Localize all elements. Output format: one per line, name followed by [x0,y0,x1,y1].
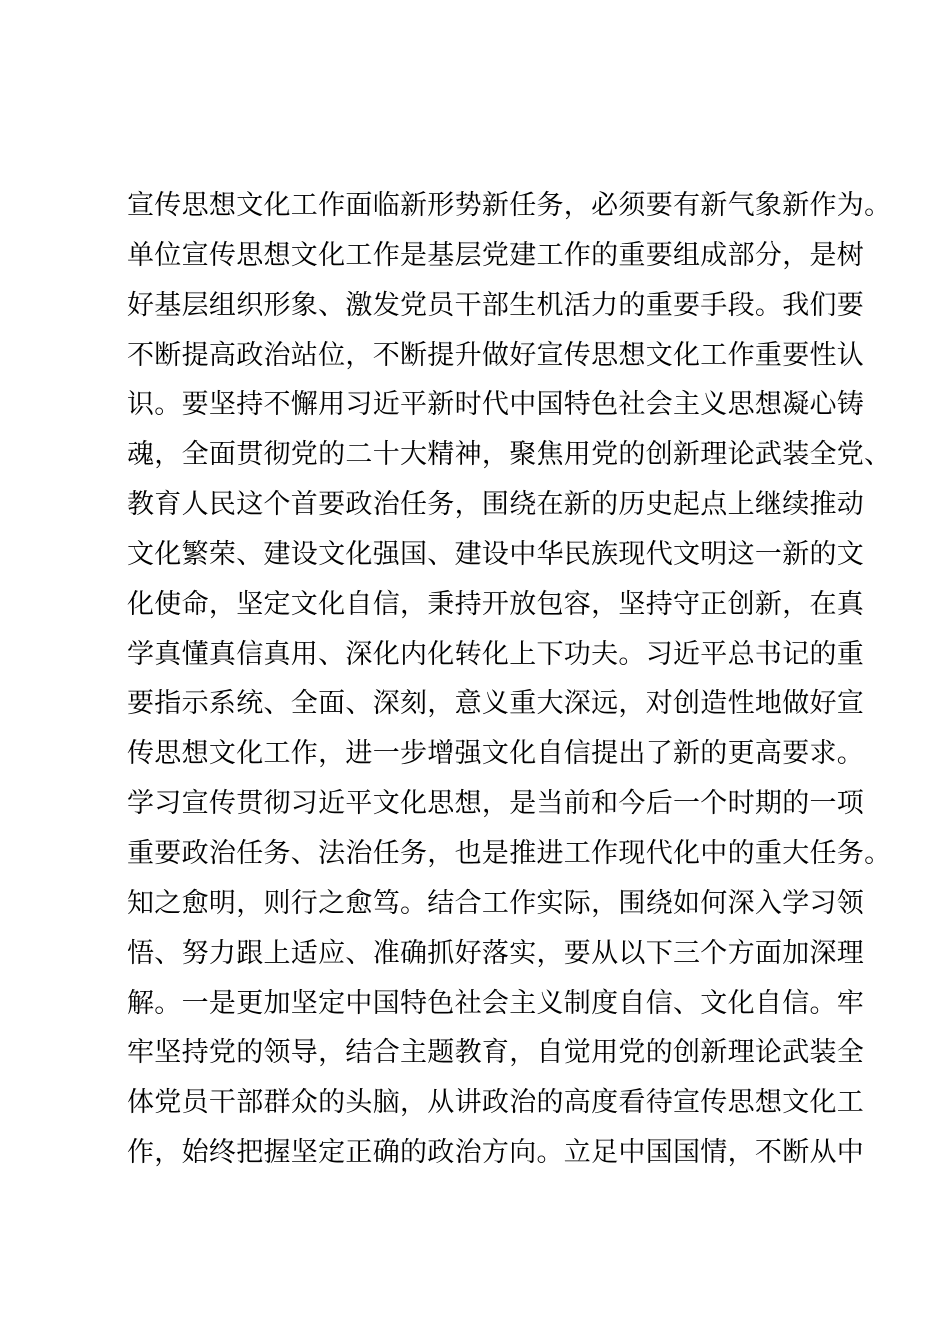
text-line: 教育人民这个首要政治任务，围绕在新的历史起点上继续推动 [127,489,865,521]
text-line: 好基层组织形象、激发党员干部生机活力的重要手段。我们要 [127,289,865,321]
text-line: 解。一是更加坚定中国特色社会主义制度自信、文化自信。牢 [127,987,865,1019]
text-line: 作，始终把握坚定正确的政治方向。立足中国国情，不断从中 [127,1137,865,1169]
text-line: 体党员干部群众的头脑，从讲政治的高度看待宣传思想文化工 [127,1087,865,1119]
text-line: 魂，全面贯彻党的二十大精神，聚焦用党的创新理论武装全党、 [127,439,892,471]
body-paragraph [127,181,892,1178]
text-line: 识。要坚持不懈用习近平新时代中国特色社会主义思想凝心铸 [127,389,865,421]
text-line: 知之愈明，则行之愈笃。结合工作实际，围绕如何深入学习领 [127,887,865,919]
text-line: 重要政治任务、法治任务，也是推进工作现代化中的重大任务。 [127,837,892,869]
text-line: 学习宣传贯彻习近平文化思想，是当前和今后一个时期的一项 [127,788,865,820]
text-line: 悟、努力跟上适应、准确抓好落实，要从以下三个方面加深理 [127,937,865,969]
text-line: 牢坚持党的领导，结合主题教育，自觉用党的创新理论武装全 [127,1037,865,1069]
text-line: 学真懂真信真用、深化内化转化上下功夫。习近平总书记的重 [127,638,865,670]
text-line: 宣传思想文化工作面临新形势新任务，必须要有新气象新作为。 [127,190,892,221]
text-line: 不断提高政治站位，不断提升做好宣传思想文化工作重要性认 [127,339,865,371]
text-line: 传思想文化工作，进一步增强文化自信提出了新的更高要求。 [127,738,865,770]
text-line: 要指示系统、全面、深刻，意义重大深远，对创造性地做好宣 [127,688,865,720]
text-line: 单位宣传思想文化工作是基层党建工作的重要组成部分，是树 [127,239,865,271]
text-line: 文化繁荣、建设文化强国、建设中华民族现代文明这一新的文 [127,538,865,570]
text-line: 化使命，坚定文化自信，秉持开放包容，坚持守正创新，在真 [127,588,865,620]
